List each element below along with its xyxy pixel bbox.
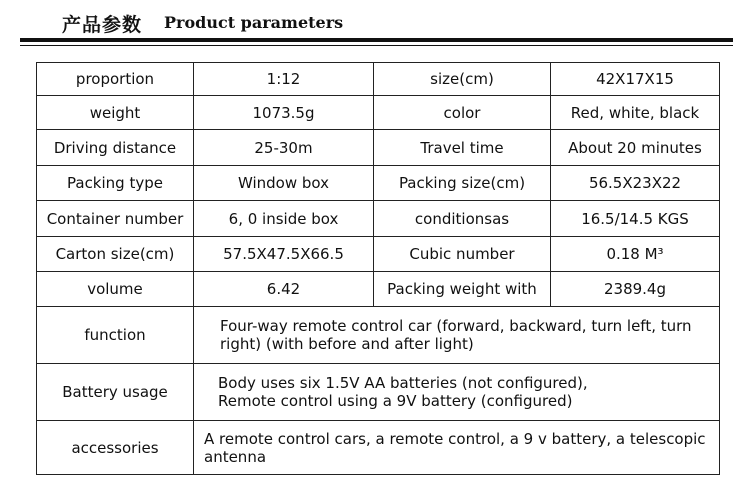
param-value: 42X17X15: [551, 63, 720, 96]
function-line-1: Four-way remote control car (forward, backward, turn left, turn: [220, 317, 692, 335]
param-value: Red, white, black: [551, 96, 720, 130]
accessories-label: accessories: [37, 421, 194, 475]
param-label: Cubic number: [374, 237, 551, 272]
param-value: 6.42: [194, 272, 374, 307]
param-label: color: [374, 96, 551, 130]
param-label: Travel time: [374, 130, 551, 166]
function-line-2: right) (with before and after light): [220, 335, 474, 353]
header-divider-thick: [20, 38, 733, 42]
header-divider-thin: [20, 45, 733, 46]
table-row: [37, 63, 720, 96]
param-label: Container number: [37, 201, 194, 237]
parameters-table: [36, 62, 720, 475]
param-label: Packing type: [37, 166, 194, 201]
param-value: 0.18 M³: [551, 237, 720, 272]
param-label: volume: [37, 272, 194, 307]
battery-label: Battery usage: [37, 364, 194, 421]
table-row: [37, 201, 720, 237]
function-description: [194, 307, 720, 364]
param-label: Packing size(cm): [374, 166, 551, 201]
function-label: function: [37, 307, 194, 364]
param-value: 2389.4g: [551, 272, 720, 307]
param-value: 1073.5g: [194, 96, 374, 130]
param-value: 1:12: [194, 63, 374, 96]
param-label: weight: [37, 96, 194, 130]
param-value: 16.5/14.5 KGS: [551, 201, 720, 237]
table-row: [37, 96, 720, 130]
param-label: conditionsas: [374, 201, 551, 237]
accessories-line-2: antenna: [204, 447, 267, 466]
table-row: [37, 166, 720, 201]
page-title-chinese: 产品参数: [62, 14, 143, 36]
param-label: proportion: [37, 63, 194, 96]
param-label: Driving distance: [37, 130, 194, 166]
param-value: Window box: [194, 166, 374, 201]
param-value: 6, 0 inside box: [194, 201, 374, 237]
table-row: [37, 130, 720, 166]
param-value: 56.5X23X22: [551, 166, 720, 201]
table-row-function: [37, 307, 720, 364]
param-label: size(cm): [374, 63, 551, 96]
table-row: [37, 237, 720, 272]
accessories-description: [194, 421, 720, 475]
battery-description: [194, 364, 720, 421]
param-label: Carton size(cm): [37, 237, 194, 272]
param-value: 25-30m: [194, 130, 374, 166]
battery-line-1: Body uses six 1.5V AA batteries (not configured),: [218, 374, 588, 392]
param-value: About 20 minutes: [551, 130, 720, 166]
table-row-battery: [37, 364, 720, 421]
table-row: [37, 272, 720, 307]
table-row-accessories: [37, 421, 720, 475]
battery-line-2: Remote control using a 9V battery (configured): [218, 392, 573, 410]
accessories-line-1: A remote control cars, a remote control, a 9 v battery, a telescopic: [204, 429, 706, 448]
param-value: 57.5X47.5X66.5: [194, 237, 374, 272]
page-title-english: Product parameters: [164, 13, 344, 32]
param-label: Packing weight with: [374, 272, 551, 307]
